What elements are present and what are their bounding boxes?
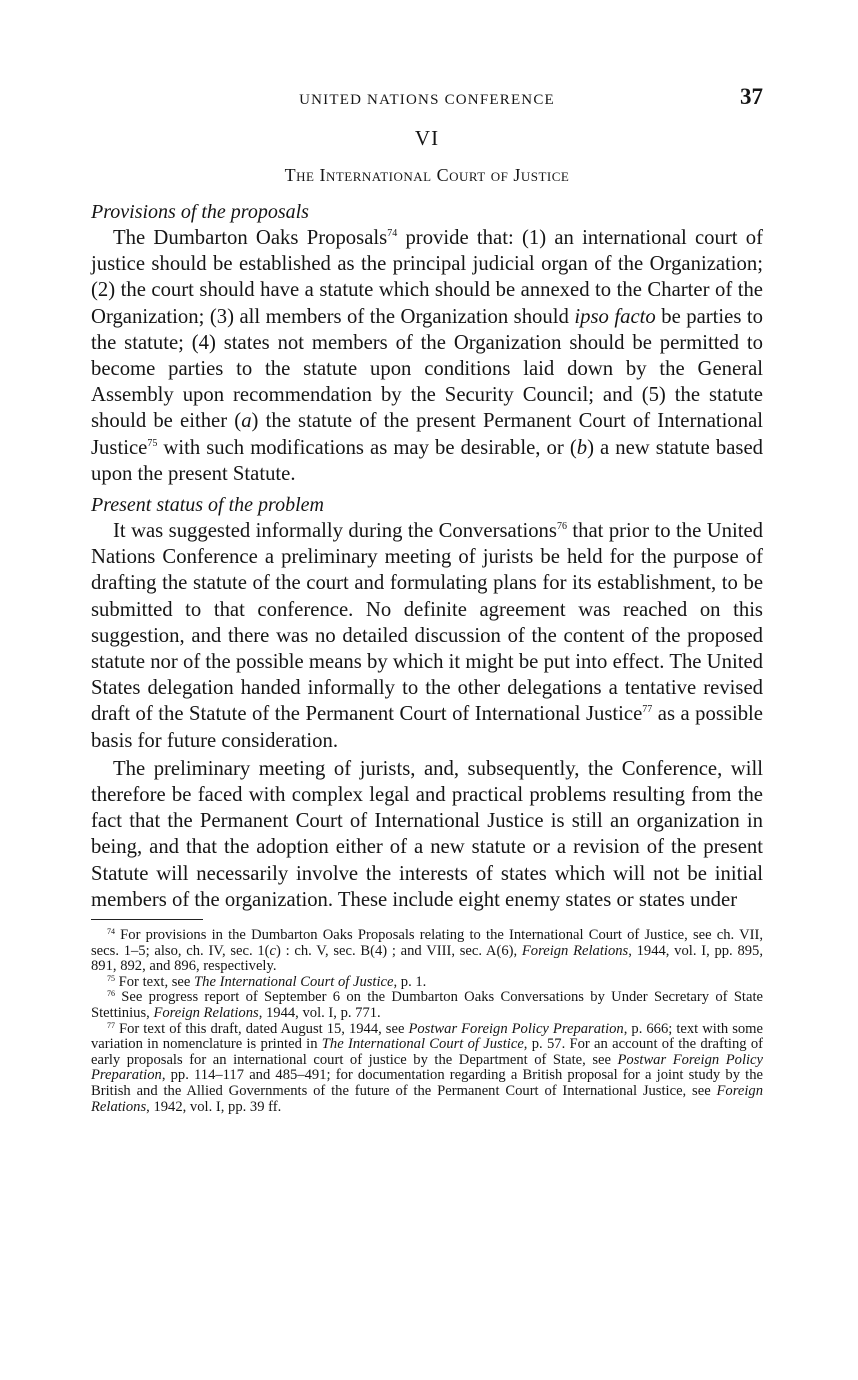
document-page <box>91 84 763 1115</box>
footnote-74 <box>91 928 763 975</box>
running-head <box>91 84 763 118</box>
footnote-number: 74 <box>107 927 115 937</box>
italic-text: ipso facto <box>574 305 656 328</box>
footnote-number: 77 <box>107 1020 115 1030</box>
text-run: See progress report of September 6 on the Dumbarton Oaks Conversations by Under Secretary of State Stettinius, <box>91 989 763 1022</box>
italic-text: b <box>576 436 588 459</box>
footnote-77 <box>91 1022 763 1116</box>
italic-text: a <box>241 410 252 433</box>
footnote-ref: 76 <box>556 521 567 533</box>
text-run: ) : ch. V, sec. B(4) ; and VIII, sec. A(6), <box>276 942 522 959</box>
text-run: that prior to the United Nations Conference a preliminary meeting of jurists be held for the purpose of drafting the statute of the court and formulating plans for its establishment, to be submitted to that conference. No definite agreement was reached on this suggestion, and there was no detailed discussion of the content of the proposed statute nor of the possible means by which it might be put into effect. The United States delegation handed informally to the other delegations a tentative revised draft of the Statute of the Permanent Court of International Justice <box>91 520 763 726</box>
italic-text: Foreign Relations <box>521 942 629 959</box>
text-run: , p. 666; text with some variation in nomenclature is printed in <box>91 1020 763 1053</box>
footnote-ref: 74 <box>387 228 398 239</box>
italic-text: The International Court of Justice <box>194 973 394 990</box>
text-run: , p. 57. For an account of the drafting of early proposals for an international court of justice by the Department of State, see <box>91 1036 763 1068</box>
text-run: be parties to the statute; (4) states not members of the Organization should be permitted to become parties to the statute upon conditions laid down by the General Assembly upon recommendation by the Security Council; and (5) the statute should be either ( <box>91 305 763 433</box>
paragraph-preliminary-meeting: The preliminary meeting of jurists, and, subsequently, the Conference, will therefore be faced with complex legal and practical problems resulting from the fact that the Permanent Court of International Justice is still an organization in being, and that the adoption either of a new statute or a revision of the present Statute will necessarily involve the interests of states which will not be initial members of the organization. These include eight enemy states or states under <box>91 757 763 911</box>
text-run: For text of this draft, dated August 15, 1944, see <box>115 1020 409 1037</box>
footnote-76 <box>91 990 763 1021</box>
footnote-ref: 75 <box>147 437 158 449</box>
chapter-title: The International Court of Justice <box>284 165 570 185</box>
text-run: ) a new statute based upon the present Statute. <box>91 436 763 485</box>
chapter-number: VI <box>414 126 440 150</box>
italic-text: c <box>269 942 277 959</box>
footnote-number: 76 <box>107 989 115 999</box>
running-title: UNITED NATIONS CONFERENCE <box>299 92 555 108</box>
footnote-75 <box>91 975 763 991</box>
paragraph-provisions <box>91 225 763 487</box>
text-run: with such modifications as may be desirable, or ( <box>157 436 577 459</box>
italic-text: Foreign Relations <box>91 1083 763 1115</box>
italic-text: The International Court of Justice <box>321 1036 524 1053</box>
page-number: 37 <box>740 84 763 109</box>
text-run: The Dumbarton Oaks Proposals <box>113 227 388 249</box>
footnote-number: 75 <box>107 973 115 983</box>
text-run: ) the statute of the present Permanent Court of International Justice <box>91 410 763 459</box>
italic-text: Postwar Foreign Policy Preparation <box>408 1020 624 1037</box>
text-run: For text, see <box>115 973 195 990</box>
text-run: For provisions in the Dumbarton Oaks Proposals relating to the International Court of Justice, see ch. VII, secs. 1–5; also, ch. IV, sec. 1( <box>91 927 763 959</box>
footnote-divider <box>91 919 203 920</box>
footnote-ref: 77 <box>642 704 653 716</box>
text-run: , 1942, vol. I, pp. 39 ff. <box>146 1098 282 1115</box>
italic-text: Postwar Foreign Policy Preparation <box>91 1051 764 1084</box>
text-run: It was suggested informally during the Conversations <box>113 520 557 543</box>
italic-text: Foreign Relations <box>153 1005 259 1022</box>
paragraph-present-status <box>91 518 763 754</box>
text-run: , 1944, vol. I, p. 771. <box>258 1005 381 1022</box>
text-run: as a possible basis for future consideration. <box>91 703 763 752</box>
text-run: provide that: (1) an international court of justice should be established as the principal judicial organ of the Organization; (2) the court should have a statute which should be annexed to the Charter of the Organization; (3) all members of the Organization should <box>91 227 763 328</box>
text-run: , p. 1. <box>393 973 427 990</box>
section-heading-present-status: Present status of the problem <box>91 494 324 517</box>
text-run: , 1944, vol. I, pp. 895, 891, 892, and 896, respectively. <box>91 942 763 975</box>
text-run: , pp. 114–117 and 485–491; for documentation regarding a British proposal for a joint study by the British and the Allied Governments of the future of the Permanent Court of International Justice, see <box>91 1067 763 1100</box>
section-heading-provisions: Provisions of the proposals <box>91 201 309 223</box>
